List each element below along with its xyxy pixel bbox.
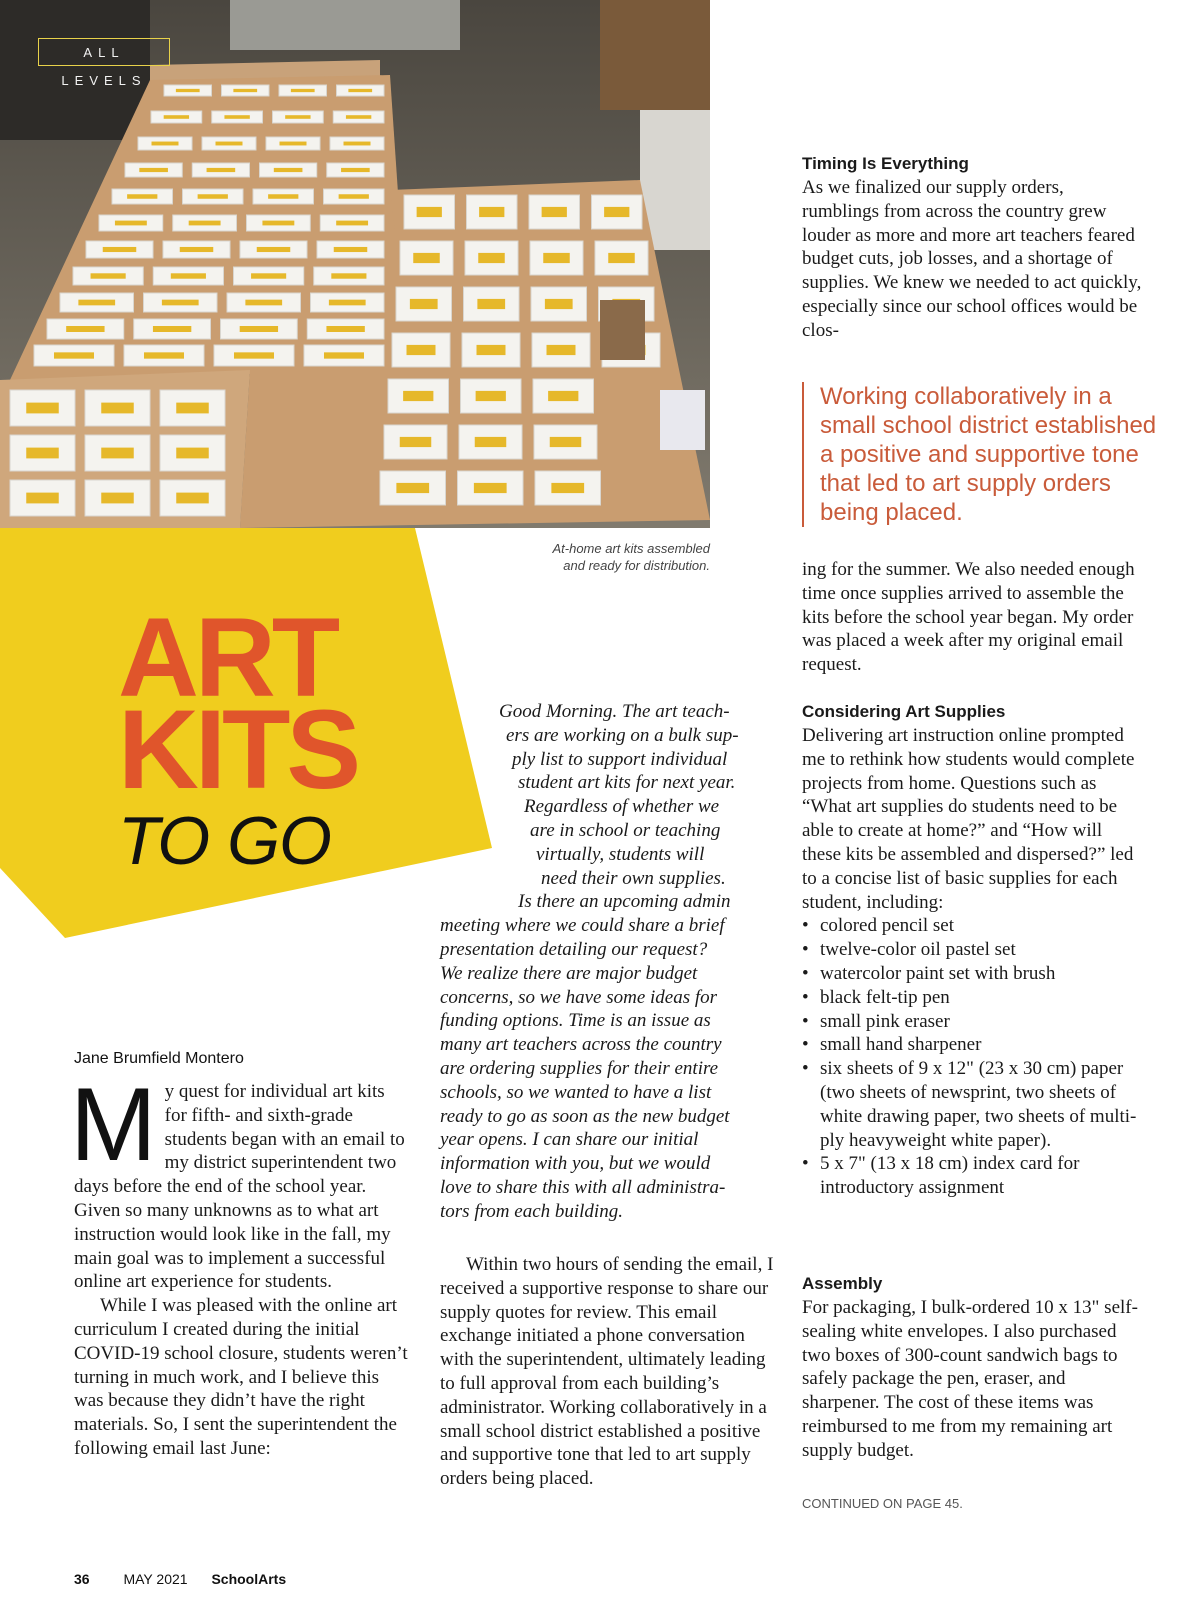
kit-supplies bbox=[400, 437, 432, 447]
page-footer bbox=[74, 1571, 286, 1587]
intro-paragraph bbox=[70, 1067, 410, 1294]
kit-supplies bbox=[545, 299, 573, 309]
section-heading: Assembly bbox=[802, 1274, 883, 1293]
paragraph: Within two hours of sending the email, I received a supportive response to share our supply quotes for review. This email exchange initiated a phone conversation with the superintendent, ultimately leading to full approval from each building’s administrator. Working collaboratively in a small school district established a positive and supportive tone that led to art supply orders being placed. bbox=[440, 1254, 774, 1490]
email-line: Regardless of whether we bbox=[524, 796, 720, 818]
section-heading: Considering Art Supplies bbox=[802, 702, 1006, 721]
kit-supplies bbox=[339, 194, 369, 199]
kit-supplies bbox=[180, 247, 214, 252]
list-item: • colored pencil set bbox=[802, 914, 1142, 938]
kit-supplies bbox=[548, 391, 578, 401]
kit-supplies bbox=[66, 326, 104, 332]
kit-supplies bbox=[139, 168, 168, 172]
kit-supplies bbox=[341, 168, 370, 172]
kit-supplies bbox=[26, 403, 59, 414]
kit-supplies bbox=[216, 142, 243, 146]
paragraph: Delivering art instruction online prompted me to rethink how students would complete projects from home. Questions such as “What art supplies do students need to be able to create at home?” and “How will these kits be assembled and dispersed?” led to a concise list of basic supplies for each student, including: bbox=[802, 725, 1135, 913]
email-line: Good Morning. The art teach- bbox=[499, 701, 730, 722]
photo-caption bbox=[500, 540, 710, 574]
paragraph: As we finalized our supply orders, rumblings from across the country grew louder as more and more art teachers feared budget cuts, job losses, and a shortage of supplies. We knew we needed to act quickly, especially since our school offices would be clos- bbox=[802, 177, 1142, 341]
kit-supplies bbox=[164, 115, 189, 119]
kit-supplies bbox=[478, 253, 505, 263]
kit-supplies bbox=[334, 247, 368, 252]
list-item: • black felt-tip pen bbox=[802, 986, 1142, 1010]
kit-supplies bbox=[251, 273, 286, 278]
list-item: • six sheets of 9 x 12" (23 x 30 cm) paper (two sheets of newsprint, two sheets of white drawing paper, two sheets of multi-ply heavyweight white paper). bbox=[802, 1057, 1142, 1152]
kit-supplies bbox=[336, 221, 368, 226]
kit-supplies bbox=[326, 326, 364, 332]
kit-supplies bbox=[91, 273, 126, 278]
kit-supplies bbox=[127, 194, 157, 199]
kit-supplies bbox=[101, 493, 134, 504]
kit-supplies bbox=[280, 142, 307, 146]
kit-supplies bbox=[54, 352, 94, 358]
kit-supplies bbox=[291, 89, 315, 92]
list-item: • small hand sharpener bbox=[802, 1033, 1142, 1057]
email-line: tors from each building. bbox=[440, 1200, 623, 1222]
paragraph: For packaging, I bulk-ordered 10 x 13" self-sealing white envelopes. I also purchased two boxes of 300-count sandwich bags to safely package the pen, eraser, and sharpener. The cost of these items was reimbursed to me from my remaining art supply budget. bbox=[802, 1297, 1138, 1461]
kit-supplies bbox=[329, 300, 366, 306]
kit-supplies bbox=[407, 345, 436, 355]
email-line: student art kits for next year. bbox=[518, 772, 736, 794]
kit-supplies bbox=[285, 115, 310, 119]
email-line: ers are working on a bulk sup- bbox=[506, 724, 739, 746]
kit-supplies bbox=[410, 299, 438, 309]
kit-supplies bbox=[176, 448, 209, 459]
email-line: Is there an upcoming admin bbox=[518, 891, 731, 913]
list-item: • watercolor paint set with brush bbox=[802, 962, 1142, 986]
paragraph: ing for the summer. We also needed enough time once supplies arrived to assemble the kits before the school year began. My order was placed a week after my original email request. bbox=[802, 559, 1135, 676]
email-line: We realize there are major budget bbox=[440, 962, 698, 984]
kit-supplies bbox=[153, 326, 191, 332]
email-line: schools, so we wanted to have a list bbox=[440, 1081, 712, 1103]
timing-section bbox=[802, 152, 1142, 343]
kit-supplies bbox=[477, 345, 506, 355]
column-1 bbox=[70, 1067, 410, 1461]
email-line: are in school or teaching bbox=[530, 819, 721, 841]
kit-supplies bbox=[103, 247, 137, 252]
list-item: • 5 x 7" (13 x 18 cm) index card for introductory assignment bbox=[802, 1152, 1142, 1200]
article-title bbox=[118, 595, 358, 880]
kit-supplies bbox=[257, 247, 291, 252]
intro-text: y quest for individual art kits for fifth- and sixth-grade students began with an email to my district superintendent two days before the end of the school year. Given so many unknowns as to what art instruction would look like in the fall, my main goal was to implement a successful online art experience for students. bbox=[74, 1081, 405, 1293]
kit-supplies bbox=[171, 273, 206, 278]
kit-supplies bbox=[477, 299, 505, 309]
issue-date: MAY 2021 bbox=[123, 1571, 188, 1587]
assembly-section bbox=[802, 1272, 1142, 1463]
kit-supplies bbox=[344, 142, 371, 146]
email-line: love to share this with all administra- bbox=[440, 1176, 726, 1198]
page-number: 36 bbox=[74, 1571, 90, 1587]
kit-supplies bbox=[268, 194, 298, 199]
kit-supplies bbox=[176, 403, 209, 414]
pull-quote: Working collaboratively in a small school district established a positive and supportive tone that led to art supply orders being placed. bbox=[802, 382, 1160, 527]
kit-supplies bbox=[331, 273, 366, 278]
kit-supplies bbox=[234, 352, 274, 358]
considering-section bbox=[802, 700, 1142, 1200]
drop-cap: M bbox=[70, 1067, 157, 1183]
kit-supplies bbox=[144, 352, 184, 358]
email-line: presentation detailing our request? bbox=[440, 938, 708, 960]
kit-supplies bbox=[542, 207, 567, 217]
title-kits: KITS bbox=[118, 687, 358, 812]
paragraph: While I was pleased with the online art curriculum I created during the initial COVID-19 school closure, students weren’t turning in much work, and I believe this was because they didn’t have the right materials. So, I sent the superintendent the following email last June: bbox=[74, 1295, 408, 1459]
kit-supplies bbox=[224, 115, 249, 119]
email-line: virtually, students will bbox=[536, 843, 705, 865]
kit-supplies bbox=[346, 115, 371, 119]
section-tag: ALL LEVELS bbox=[38, 38, 170, 66]
supply-box bbox=[660, 390, 705, 450]
kit-supplies bbox=[274, 168, 303, 172]
kit-supplies bbox=[162, 300, 199, 306]
email-line: year opens. I can share our initial bbox=[440, 1129, 699, 1151]
whiteboard bbox=[230, 0, 460, 50]
cabinet-right bbox=[640, 110, 710, 250]
kit-supplies bbox=[207, 168, 236, 172]
kit-supplies bbox=[26, 493, 59, 504]
caption-line: At-home art kits assembled bbox=[552, 541, 710, 556]
kit-supplies bbox=[152, 142, 179, 146]
magazine-name: SchoolArts bbox=[211, 1571, 287, 1587]
list-item: • small pink eraser bbox=[802, 1010, 1142, 1034]
kit-supplies bbox=[474, 483, 507, 493]
email-line: funding options. Time is an issue as bbox=[440, 1010, 711, 1032]
kit-supplies bbox=[176, 493, 209, 504]
email-line: many art teachers across the country bbox=[440, 1034, 722, 1056]
kit-supplies bbox=[78, 300, 115, 306]
timing-continued bbox=[802, 558, 1142, 677]
kit-supplies bbox=[403, 391, 433, 401]
kit-supplies bbox=[413, 253, 440, 263]
kit-supplies bbox=[262, 221, 294, 226]
kit-supplies bbox=[176, 89, 200, 92]
column-2 bbox=[440, 1253, 780, 1491]
email-line: are ordering supplies for their entire bbox=[440, 1057, 719, 1079]
email-line: concerns, so we have some ideas for bbox=[440, 986, 718, 1008]
title-art: ART bbox=[118, 595, 337, 720]
bulletin-board bbox=[600, 0, 710, 110]
email-line: ready to go as soon as the new budget bbox=[440, 1105, 730, 1127]
kit-supplies bbox=[198, 194, 228, 199]
kit-supplies bbox=[550, 437, 582, 447]
box bbox=[600, 300, 645, 360]
kit-supplies bbox=[604, 207, 629, 217]
section-heading: Timing Is Everything bbox=[802, 154, 969, 173]
kit-supplies bbox=[396, 483, 429, 493]
email-line: ply list to support individual bbox=[512, 748, 728, 770]
kit-supplies bbox=[233, 89, 257, 92]
email-quote bbox=[440, 700, 785, 1224]
continued-note: CONTINUED ON PAGE 45. bbox=[802, 1496, 963, 1511]
kit-supplies bbox=[101, 448, 134, 459]
kit-supplies bbox=[543, 253, 570, 263]
kit-supplies bbox=[348, 89, 372, 92]
kit-supplies bbox=[245, 300, 282, 306]
kit-supplies bbox=[189, 221, 221, 226]
kit-supplies bbox=[240, 326, 278, 332]
kit-supplies bbox=[101, 403, 134, 414]
kit-supplies bbox=[475, 437, 507, 447]
kit-supplies bbox=[608, 253, 635, 263]
title-to-go: TO GO bbox=[118, 803, 331, 879]
kit-supplies bbox=[547, 345, 576, 355]
byline: Jane Brumfield Montero bbox=[74, 1050, 244, 1067]
email-line: information with you, but we would bbox=[440, 1153, 711, 1175]
kit-supplies bbox=[115, 221, 147, 226]
kit-supplies bbox=[26, 448, 59, 459]
kit-supplies bbox=[479, 207, 504, 217]
email-line: meeting where we could share a brief bbox=[440, 915, 725, 937]
list-item: • twelve-color oil pastel set bbox=[802, 938, 1142, 962]
supply-list bbox=[802, 914, 1142, 1200]
kit-supplies bbox=[417, 207, 442, 217]
kit-supplies bbox=[324, 352, 364, 358]
kit-supplies bbox=[476, 391, 506, 401]
caption-line: and ready for distribution. bbox=[563, 558, 710, 573]
email-line: need their own supplies. bbox=[541, 867, 726, 889]
kit-supplies bbox=[551, 483, 584, 493]
